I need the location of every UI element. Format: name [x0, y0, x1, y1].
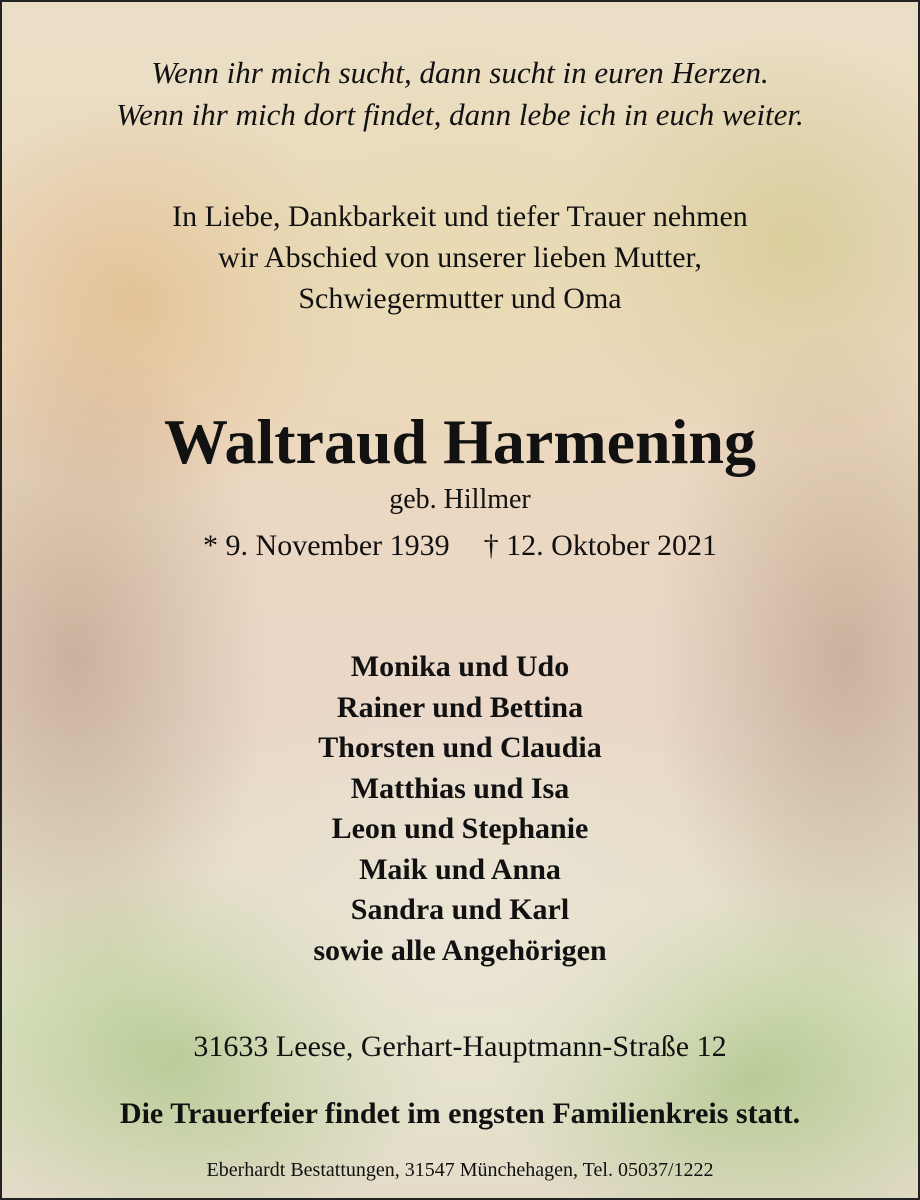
intro-text — [2, 196, 918, 319]
family-address: 31633 Leese, Gerhart-Hauptmann-Straße 12 — [193, 1030, 727, 1063]
mourner-item: Thorsten und Claudia — [318, 731, 602, 764]
mourner-item: Rainer und Bettina — [336, 690, 584, 724]
undertaker-info: Eberhardt Bestattungen, 31547 Münchehagen, Tel. 05037/1222 — [206, 1159, 714, 1181]
intro-line-1: In Liebe, Dankbarkeit und tiefer Trauer nehmen — [172, 200, 748, 233]
intro-line-3: Schwiegermutter und Oma — [298, 282, 622, 315]
death-date: † 12. Oktober 2021 — [483, 529, 717, 562]
deceased-name: Waltraud Harmening — [163, 406, 757, 477]
life-dates — [2, 526, 918, 566]
mourner-item: Matthias und Isa — [350, 771, 570, 805]
birth-date: * 9. November 1939 — [203, 529, 450, 562]
mourner-item: sowie alle Angehörigen — [313, 933, 607, 967]
mourner-item: Maik und Anna — [359, 852, 561, 886]
motto-line-2: Wenn ihr mich dort findet, dann lebe ich in euch weiter. — [116, 97, 804, 132]
motto-line-1: Wenn ihr mich sucht, dann sucht in euren Herzen. — [151, 55, 769, 90]
mourner-item: Leon und Stephanie — [331, 812, 589, 845]
funeral-notice: Die Trauerfeier findet im engsten Familienkreis statt. — [119, 1097, 801, 1130]
intro-line-2: wir Abschied von unserer lieben Mutter, — [218, 241, 702, 274]
mourners-list — [2, 647, 918, 971]
maiden-name: geb. Hillmer — [389, 484, 531, 515]
mourner-item: Monika und Udo — [350, 650, 570, 683]
motto-quote — [2, 52, 918, 136]
mourner-item: Sandra und Karl — [350, 893, 570, 926]
